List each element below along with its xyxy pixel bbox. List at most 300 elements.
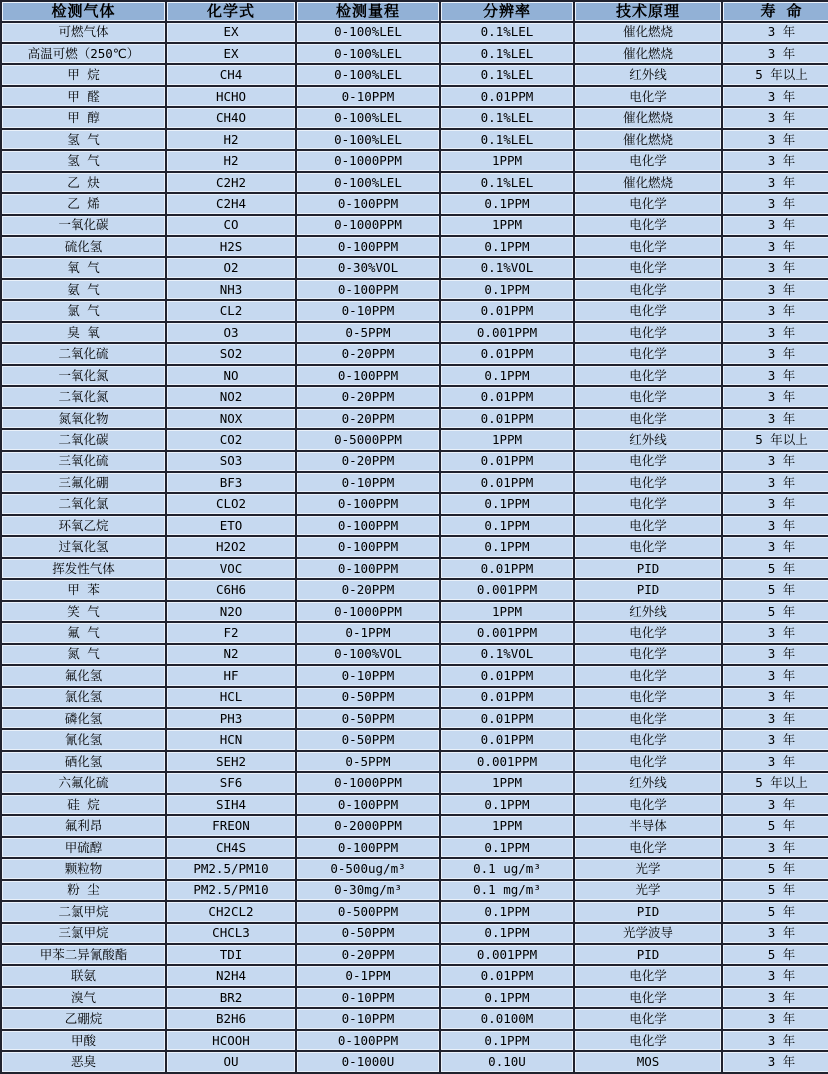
- table-row: [2, 301, 828, 320]
- table-row: [2, 130, 828, 149]
- cell-gas: 三氧化硫: [2, 452, 165, 471]
- cell-gas: 甲 苯: [2, 580, 165, 599]
- cell-resolution: 0.1%LEL: [441, 65, 573, 84]
- cell-resolution: 0.1PPM: [441, 902, 573, 921]
- cell-formula: CH4S: [167, 838, 295, 857]
- cell-gas: 溴气: [2, 988, 165, 1007]
- cell-resolution: 0.01PPM: [441, 709, 573, 728]
- table-row: [2, 473, 828, 492]
- cell-principle: 电化学: [575, 1009, 721, 1028]
- cell-lifespan: 3 年: [723, 516, 828, 535]
- cell-formula: CO: [167, 216, 295, 235]
- table-row: [2, 966, 828, 985]
- cell-principle: 电化学: [575, 409, 721, 428]
- cell-range: 0-100%LEL: [297, 130, 439, 149]
- cell-resolution: 0.1%LEL: [441, 23, 573, 42]
- column-header-resolution: 分辨率: [441, 2, 573, 21]
- cell-resolution: 0.1%LEL: [441, 108, 573, 127]
- cell-formula: O3: [167, 323, 295, 342]
- cell-lifespan: 3 年: [723, 924, 828, 943]
- cell-principle: 电化学: [575, 838, 721, 857]
- cell-resolution: 0.001PPM: [441, 323, 573, 342]
- table-row: [2, 194, 828, 213]
- cell-gas: 六氟化硫: [2, 773, 165, 792]
- cell-principle: 红外线: [575, 773, 721, 792]
- cell-formula: SEH2: [167, 752, 295, 771]
- cell-lifespan: 5 年: [723, 816, 828, 835]
- cell-resolution: 0.01PPM: [441, 473, 573, 492]
- table-row: [2, 87, 828, 106]
- table-row: [2, 452, 828, 471]
- cell-lifespan: 3 年: [723, 23, 828, 42]
- cell-formula: H2: [167, 130, 295, 149]
- cell-resolution: 0.001PPM: [441, 580, 573, 599]
- table-row: [2, 516, 828, 535]
- cell-principle: PID: [575, 902, 721, 921]
- table-row: [2, 709, 828, 728]
- cell-lifespan: 3 年: [723, 216, 828, 235]
- cell-principle: 电化学: [575, 323, 721, 342]
- cell-gas: 甲硫醇: [2, 838, 165, 857]
- cell-lifespan: 3 年: [723, 795, 828, 814]
- cell-principle: 电化学: [575, 537, 721, 556]
- cell-range: 0-50PPM: [297, 924, 439, 943]
- cell-lifespan: 3 年: [723, 108, 828, 127]
- cell-resolution: 0.01PPM: [441, 387, 573, 406]
- cell-formula: HCN: [167, 730, 295, 749]
- cell-gas: 氢 气: [2, 151, 165, 170]
- cell-principle: 电化学: [575, 688, 721, 707]
- cell-formula: CL2: [167, 301, 295, 320]
- table-row: [2, 409, 828, 428]
- cell-principle: 催化燃烧: [575, 23, 721, 42]
- cell-gas: 磷化氢: [2, 709, 165, 728]
- table-row: [2, 816, 828, 835]
- cell-resolution: 0.01PPM: [441, 666, 573, 685]
- table-row: [2, 838, 828, 857]
- cell-principle: 电化学: [575, 730, 721, 749]
- cell-lifespan: 3 年: [723, 409, 828, 428]
- cell-formula: HF: [167, 666, 295, 685]
- cell-range: 0-20PPM: [297, 387, 439, 406]
- cell-resolution: 0.1PPM: [441, 237, 573, 256]
- cell-range: 0-10PPM: [297, 473, 439, 492]
- cell-lifespan: 5 年: [723, 881, 828, 900]
- cell-lifespan: 3 年: [723, 688, 828, 707]
- cell-resolution: 0.1PPM: [441, 988, 573, 1007]
- cell-formula: PM2.5/PM10: [167, 881, 295, 900]
- cell-resolution: 0.1PPM: [441, 280, 573, 299]
- table-row: [2, 666, 828, 685]
- cell-lifespan: 3 年: [723, 838, 828, 857]
- table-row: [2, 752, 828, 771]
- cell-gas: 硅 烷: [2, 795, 165, 814]
- cell-principle: 电化学: [575, 344, 721, 363]
- cell-range: 0-100%LEL: [297, 108, 439, 127]
- cell-resolution: 0.0100M: [441, 1009, 573, 1028]
- table-row: [2, 602, 828, 621]
- cell-range: 0-500ug/m³: [297, 859, 439, 878]
- table-row: [2, 387, 828, 406]
- cell-range: 0-1000U: [297, 1052, 439, 1072]
- cell-lifespan: 5 年: [723, 559, 828, 578]
- cell-resolution: 0.1 mg/m³: [441, 881, 573, 900]
- cell-gas: 硫化氢: [2, 237, 165, 256]
- cell-lifespan: 3 年: [723, 1052, 828, 1072]
- cell-formula: EX: [167, 44, 295, 63]
- cell-resolution: 0.1PPM: [441, 537, 573, 556]
- table-row: [2, 430, 828, 449]
- table-row: [2, 1009, 828, 1028]
- cell-range: 0-500PPM: [297, 902, 439, 921]
- cell-range: 0-100PPM: [297, 494, 439, 513]
- cell-lifespan: 3 年: [723, 173, 828, 192]
- table-row: [2, 537, 828, 556]
- cell-range: 0-20PPM: [297, 452, 439, 471]
- cell-lifespan: 3 年: [723, 623, 828, 642]
- cell-formula: EX: [167, 23, 295, 42]
- cell-formula: F2: [167, 623, 295, 642]
- cell-lifespan: 3 年: [723, 87, 828, 106]
- table-row: [2, 1031, 828, 1050]
- cell-range: 0-10PPM: [297, 301, 439, 320]
- cell-formula: CO2: [167, 430, 295, 449]
- cell-formula: TDI: [167, 945, 295, 964]
- cell-lifespan: 3 年: [723, 988, 828, 1007]
- cell-resolution: 0.1%VOL: [441, 645, 573, 664]
- cell-principle: 半导体: [575, 816, 721, 835]
- cell-formula: SO2: [167, 344, 295, 363]
- cell-lifespan: 3 年: [723, 323, 828, 342]
- cell-principle: 电化学: [575, 966, 721, 985]
- cell-gas: 氰化氢: [2, 730, 165, 749]
- cell-lifespan: 5 年: [723, 580, 828, 599]
- cell-lifespan: 3 年: [723, 537, 828, 556]
- table-row: [2, 108, 828, 127]
- cell-formula: BR2: [167, 988, 295, 1007]
- cell-range: 0-5000PPM: [297, 430, 439, 449]
- cell-principle: 电化学: [575, 452, 721, 471]
- cell-range: 0-100%LEL: [297, 23, 439, 42]
- cell-principle: 电化学: [575, 623, 721, 642]
- cell-resolution: 0.1 ug/m³: [441, 859, 573, 878]
- cell-formula: PM2.5/PM10: [167, 859, 295, 878]
- cell-principle: 电化学: [575, 258, 721, 277]
- cell-lifespan: 3 年: [723, 494, 828, 513]
- cell-lifespan: 3 年: [723, 730, 828, 749]
- cell-resolution: 0.1%LEL: [441, 44, 573, 63]
- cell-formula: NOX: [167, 409, 295, 428]
- cell-principle: PID: [575, 559, 721, 578]
- cell-range: 0-100PPM: [297, 1031, 439, 1050]
- cell-gas: 环氧乙烷: [2, 516, 165, 535]
- cell-formula: B2H6: [167, 1009, 295, 1028]
- cell-formula: NO: [167, 366, 295, 385]
- cell-range: 0-2000PPM: [297, 816, 439, 835]
- cell-principle: 电化学: [575, 516, 721, 535]
- cell-range: 0-30%VOL: [297, 258, 439, 277]
- cell-resolution: 0.1PPM: [441, 924, 573, 943]
- cell-lifespan: 5 年: [723, 902, 828, 921]
- cell-range: 0-20PPM: [297, 945, 439, 964]
- cell-gas: 甲苯二异氰酸酯: [2, 945, 165, 964]
- cell-formula: H2S: [167, 237, 295, 256]
- cell-formula: FREON: [167, 816, 295, 835]
- cell-lifespan: 5 年: [723, 859, 828, 878]
- cell-principle: 光学: [575, 881, 721, 900]
- table-row: [2, 881, 828, 900]
- cell-principle: 电化学: [575, 709, 721, 728]
- cell-formula: N2O: [167, 602, 295, 621]
- cell-formula: PH3: [167, 709, 295, 728]
- cell-gas: 氮 气: [2, 645, 165, 664]
- cell-principle: MOS: [575, 1052, 721, 1072]
- cell-principle: 光学: [575, 859, 721, 878]
- table-row: [2, 795, 828, 814]
- table-row: [2, 988, 828, 1007]
- cell-lifespan: 3 年: [723, 1009, 828, 1028]
- cell-range: 0-100%LEL: [297, 65, 439, 84]
- cell-resolution: 0.01PPM: [441, 559, 573, 578]
- cell-formula: N2: [167, 645, 295, 664]
- table-row: [2, 237, 828, 256]
- cell-lifespan: 5 年: [723, 602, 828, 621]
- cell-range: 0-100%LEL: [297, 44, 439, 63]
- cell-gas: 二氧化氮: [2, 387, 165, 406]
- column-header-gas-name: 检测气体: [2, 2, 165, 21]
- cell-principle: 电化学: [575, 301, 721, 320]
- cell-principle: 催化燃烧: [575, 173, 721, 192]
- cell-gas: 联氨: [2, 966, 165, 985]
- table-row: [2, 902, 828, 921]
- table-row: [2, 366, 828, 385]
- cell-range: 0-100PPM: [297, 194, 439, 213]
- cell-principle: 电化学: [575, 473, 721, 492]
- table-row: [2, 924, 828, 943]
- column-header-range: 检测量程: [297, 2, 439, 21]
- cell-lifespan: 3 年: [723, 151, 828, 170]
- column-header-lifespan: 寿 命: [723, 2, 828, 21]
- cell-range: 0-50PPM: [297, 730, 439, 749]
- cell-resolution: 1PPM: [441, 216, 573, 235]
- cell-lifespan: 5 年以上: [723, 773, 828, 792]
- cell-range: 0-1PPM: [297, 966, 439, 985]
- cell-formula: SO3: [167, 452, 295, 471]
- cell-formula: HCL: [167, 688, 295, 707]
- cell-resolution: 0.1%LEL: [441, 130, 573, 149]
- table-row: [2, 173, 828, 192]
- cell-lifespan: 3 年: [723, 301, 828, 320]
- table-row: [2, 44, 828, 63]
- cell-lifespan: 3 年: [723, 366, 828, 385]
- cell-range: 0-10PPM: [297, 87, 439, 106]
- cell-gas: 二氧化氯: [2, 494, 165, 513]
- table-row: [2, 344, 828, 363]
- cell-range: 0-20PPM: [297, 580, 439, 599]
- cell-range: 0-100PPM: [297, 237, 439, 256]
- cell-range: 0-10PPM: [297, 1009, 439, 1028]
- cell-formula: CLO2: [167, 494, 295, 513]
- cell-formula: CH2CL2: [167, 902, 295, 921]
- cell-formula: C2H4: [167, 194, 295, 213]
- cell-formula: N2H4: [167, 966, 295, 985]
- cell-gas: 甲 烷: [2, 65, 165, 84]
- table-row: [2, 1052, 828, 1072]
- cell-principle: 红外线: [575, 430, 721, 449]
- cell-principle: 电化学: [575, 988, 721, 1007]
- cell-gas: 粉 尘: [2, 881, 165, 900]
- cell-range: 0-50PPM: [297, 709, 439, 728]
- cell-range: 0-100PPM: [297, 537, 439, 556]
- cell-principle: 电化学: [575, 795, 721, 814]
- cell-formula: HCHO: [167, 87, 295, 106]
- cell-principle: PID: [575, 580, 721, 599]
- cell-gas: 二氯甲烷: [2, 902, 165, 921]
- cell-gas: 三氯甲烷: [2, 924, 165, 943]
- cell-lifespan: 3 年: [723, 194, 828, 213]
- cell-range: 0-5PPM: [297, 752, 439, 771]
- cell-lifespan: 3 年: [723, 1031, 828, 1050]
- table-row: [2, 623, 828, 642]
- cell-principle: 电化学: [575, 387, 721, 406]
- table-row: [2, 559, 828, 578]
- cell-range: 0-10PPM: [297, 988, 439, 1007]
- cell-range: 0-100%LEL: [297, 173, 439, 192]
- cell-principle: 红外线: [575, 65, 721, 84]
- table-row: [2, 216, 828, 235]
- cell-formula: NO2: [167, 387, 295, 406]
- cell-range: 0-1000PPM: [297, 602, 439, 621]
- cell-lifespan: 3 年: [723, 387, 828, 406]
- cell-formula: CHCL3: [167, 924, 295, 943]
- cell-resolution: 1PPM: [441, 151, 573, 170]
- cell-gas: 乙 炔: [2, 173, 165, 192]
- cell-principle: 电化学: [575, 645, 721, 664]
- cell-resolution: 0.1PPM: [441, 1031, 573, 1050]
- cell-gas: 氯 气: [2, 301, 165, 320]
- cell-formula: SIH4: [167, 795, 295, 814]
- cell-principle: 电化学: [575, 216, 721, 235]
- cell-resolution: 0.001PPM: [441, 752, 573, 771]
- table-row: [2, 151, 828, 170]
- cell-principle: 电化学: [575, 366, 721, 385]
- cell-resolution: 0.01PPM: [441, 730, 573, 749]
- cell-lifespan: 5 年以上: [723, 430, 828, 449]
- cell-gas: 一氧化氮: [2, 366, 165, 385]
- table-row: [2, 773, 828, 792]
- table-row: [2, 580, 828, 599]
- cell-principle: 光学波导: [575, 924, 721, 943]
- cell-gas: 甲酸: [2, 1031, 165, 1050]
- cell-principle: 电化学: [575, 494, 721, 513]
- table-row: [2, 859, 828, 878]
- cell-resolution: 0.01PPM: [441, 688, 573, 707]
- cell-principle: 电化学: [575, 87, 721, 106]
- cell-principle: PID: [575, 945, 721, 964]
- cell-lifespan: 3 年: [723, 258, 828, 277]
- cell-lifespan: 3 年: [723, 452, 828, 471]
- cell-principle: 催化燃烧: [575, 130, 721, 149]
- cell-range: 0-100PPM: [297, 795, 439, 814]
- cell-lifespan: 3 年: [723, 130, 828, 149]
- cell-range: 0-50PPM: [297, 688, 439, 707]
- cell-principle: 电化学: [575, 752, 721, 771]
- cell-resolution: 1PPM: [441, 773, 573, 792]
- cell-resolution: 0.1PPM: [441, 194, 573, 213]
- cell-lifespan: 3 年: [723, 666, 828, 685]
- cell-range: 0-100PPM: [297, 280, 439, 299]
- cell-lifespan: 3 年: [723, 966, 828, 985]
- cell-range: 0-30mg/m³: [297, 881, 439, 900]
- cell-principle: 催化燃烧: [575, 44, 721, 63]
- cell-lifespan: 3 年: [723, 473, 828, 492]
- cell-principle: 电化学: [575, 194, 721, 213]
- table-row: [2, 688, 828, 707]
- cell-gas: 乙 烯: [2, 194, 165, 213]
- cell-range: 0-100PPM: [297, 366, 439, 385]
- cell-formula: CH4: [167, 65, 295, 84]
- cell-range: 0-20PPM: [297, 344, 439, 363]
- cell-gas: 乙硼烷: [2, 1009, 165, 1028]
- cell-resolution: 1PPM: [441, 602, 573, 621]
- cell-range: 0-20PPM: [297, 409, 439, 428]
- cell-gas: 高温可燃（250℃）: [2, 44, 165, 63]
- cell-formula: C2H2: [167, 173, 295, 192]
- cell-gas: 颗粒物: [2, 859, 165, 878]
- cell-gas: 甲 醇: [2, 108, 165, 127]
- cell-formula: C6H6: [167, 580, 295, 599]
- table-row: [2, 494, 828, 513]
- column-header-principle: 技术原理: [575, 2, 721, 21]
- cell-resolution: 1PPM: [441, 430, 573, 449]
- column-header-formula: 化学式: [167, 2, 295, 21]
- cell-gas: 二氧化硫: [2, 344, 165, 363]
- cell-range: 0-10PPM: [297, 666, 439, 685]
- cell-formula: H2: [167, 151, 295, 170]
- cell-lifespan: 5 年: [723, 945, 828, 964]
- cell-principle: 电化学: [575, 280, 721, 299]
- cell-range: 0-1000PPM: [297, 151, 439, 170]
- table-row: [2, 645, 828, 664]
- cell-lifespan: 3 年: [723, 645, 828, 664]
- cell-resolution: 0.01PPM: [441, 301, 573, 320]
- cell-gas: 氧 气: [2, 258, 165, 277]
- cell-formula: VOC: [167, 559, 295, 578]
- table-row: [2, 323, 828, 342]
- cell-formula: CH4O: [167, 108, 295, 127]
- cell-gas: 三氟化硼: [2, 473, 165, 492]
- cell-formula: SF6: [167, 773, 295, 792]
- cell-lifespan: 5 年以上: [723, 65, 828, 84]
- cell-gas: 可燃气体: [2, 23, 165, 42]
- cell-principle: 催化燃烧: [575, 108, 721, 127]
- cell-range: 0-1000PPM: [297, 773, 439, 792]
- cell-range: 0-100PPM: [297, 559, 439, 578]
- cell-range: 0-1PPM: [297, 623, 439, 642]
- table-row: [2, 730, 828, 749]
- table-row: [2, 23, 828, 42]
- cell-formula: ETO: [167, 516, 295, 535]
- cell-gas: 氟利昂: [2, 816, 165, 835]
- cell-gas: 挥发性气体: [2, 559, 165, 578]
- cell-range: 0-100%VOL: [297, 645, 439, 664]
- cell-formula: O2: [167, 258, 295, 277]
- cell-lifespan: 3 年: [723, 344, 828, 363]
- header-row: [2, 2, 828, 21]
- cell-gas: 氨 气: [2, 280, 165, 299]
- cell-formula: HCOOH: [167, 1031, 295, 1050]
- cell-gas: 氮氧化物: [2, 409, 165, 428]
